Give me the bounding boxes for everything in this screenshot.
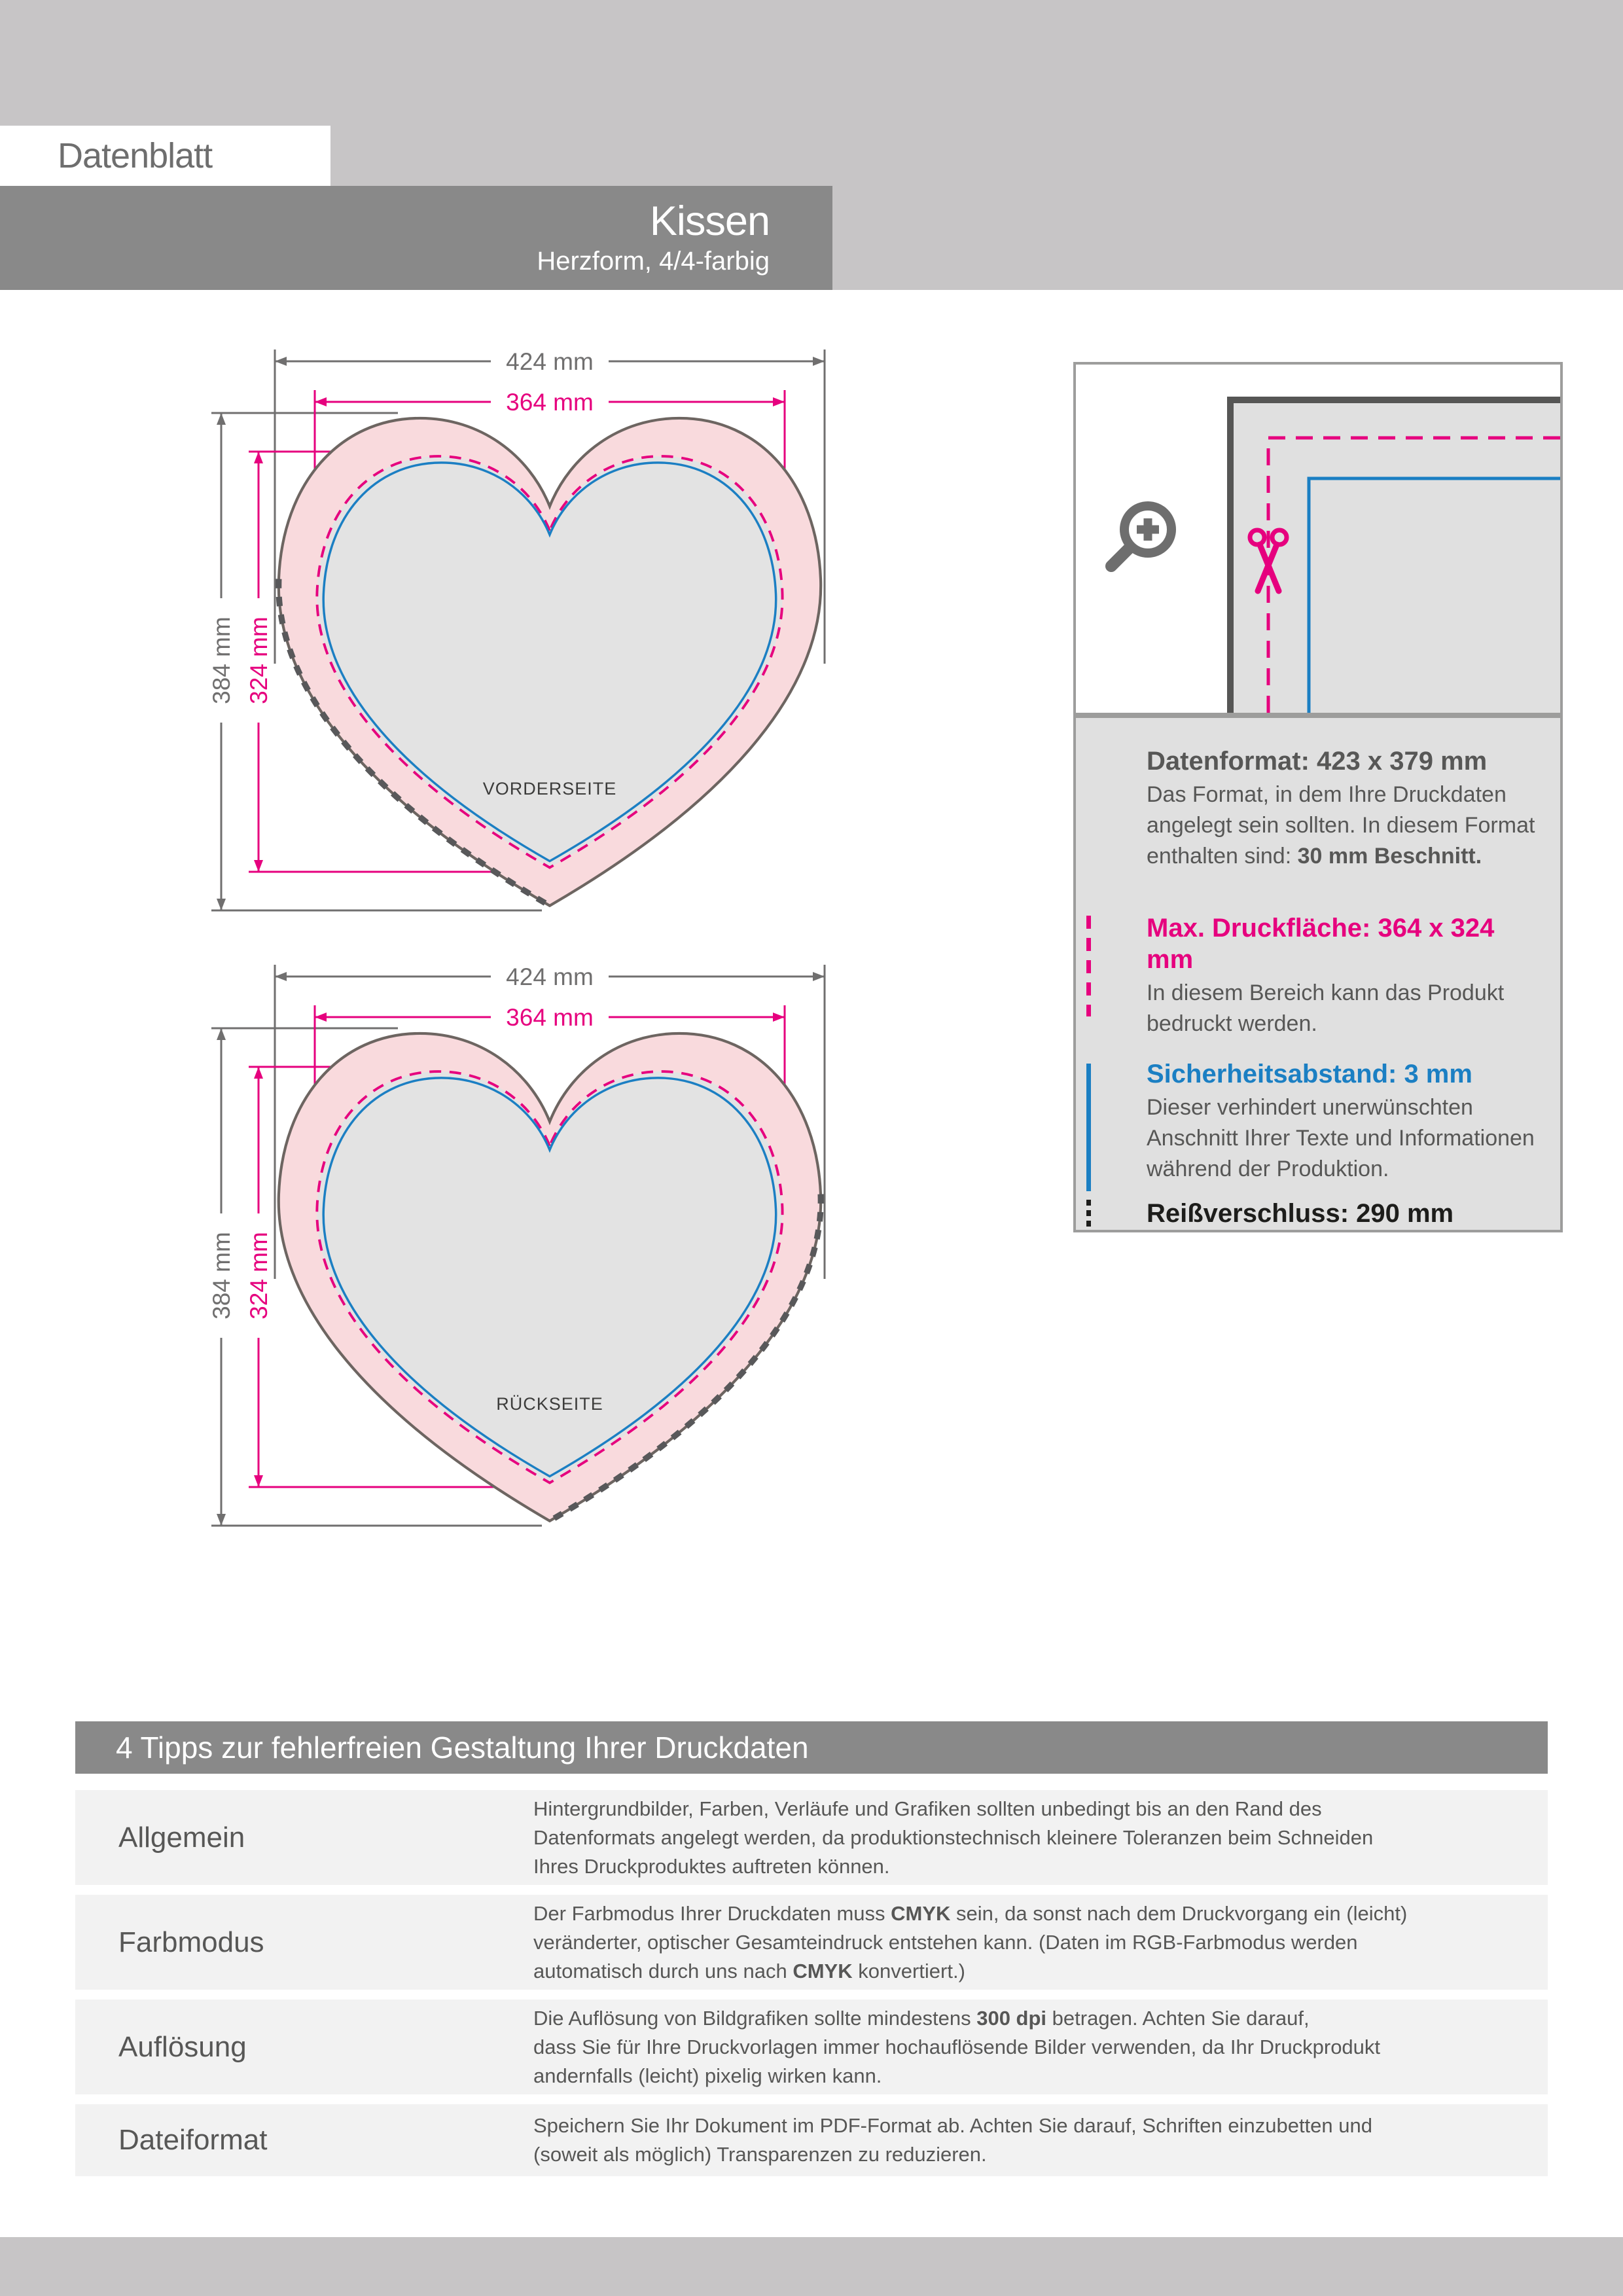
tip-label: Dateiformat [118,2124,268,2156]
dim-label-height-outer: 384 mm [208,1232,235,1319]
front-heart-drawing [182,336,836,929]
back-heart-drawing [182,952,836,1544]
zipper-dashed-marker [1086,1200,1091,1227]
doc-label-box [0,126,330,186]
tips-title: 4 Tipps zur fehlerfreien Gestaltung Ihrer Druckdaten [116,1731,809,1765]
front-diagram [182,336,836,929]
dim-label-width-outer: 424 mm [506,348,594,375]
legend-druckflaeche-title: Max. Druckfläche: 364 x 324 mm [1147,914,1495,974]
product-title: Kissen [649,198,770,244]
dim-label-width-inner: 364 mm [506,389,594,416]
legend-datenformat-title: Datenformat: 423 x 379 mm [1147,747,1488,776]
blue-solid-marker [1086,1064,1091,1191]
legend-druckflaeche [1147,912,1539,1039]
back-diagram [182,952,836,1544]
tip-row-farbmodus [75,1895,1548,1990]
legend-reissverschluss-title: Reißverschluss: 290 mm [1147,1199,1454,1228]
dim-label-width-inner: 364 mm [506,1004,594,1031]
legend-druckflaeche-body: In diesem Bereich kann das Produkt bedruckt werden. [1147,980,1505,1036]
doc-label: Datenblatt [58,136,213,175]
tip-label: Auflösung [118,2030,247,2063]
legend-datenformat [1147,745,1539,872]
side-label: RÜCKSEITE [496,1394,603,1414]
legend-reissverschluss [1147,1198,1539,1229]
tip-label: Farbmodus [118,1926,264,1958]
dim-label-height-inner: 324 mm [245,617,272,704]
legend-box [1073,715,1563,1232]
tip-label: Allgemein [118,1821,245,1854]
corner-detail-drawing [1076,365,1560,713]
tip-body: Speichern Sie Ihr Dokument im PDF-Format ab. Achten Sie darauf, Schriften einzubetten und (soweit als möglich) Transparenzen zu reduzieren. [533,2114,1372,2166]
tip-row-dateiformat [75,2104,1548,2176]
legend-sicherheitsabstand-body: Dieser verhindert unerwünschten Anschnitt Ihrer Texte und Informationen während der Produktion. [1147,1095,1535,1181]
legend-datenformat-body: Das Format, in dem Ihre Druckdaten angelegt sein sollten. In diesem Format enthalten sind: 30 mm Beschnitt. [1147,782,1535,869]
footer-band [0,2237,1623,2296]
product-title-bar [0,186,832,290]
dim-label-height-outer: 384 mm [208,617,235,704]
magnifier-plus-icon [1111,506,1171,566]
legend-sicherheitsabstand [1147,1058,1539,1185]
legend-sicherheitsabstand-title: Sicherheitsabstand: 3 mm [1147,1060,1472,1088]
tip-body: Hintergrundbilder, Farben, Verläufe und Grafiken sollten unbedingt bis an den Rand des Datenformats angelegt werden, da produktionstechnisch kleinere Toleranzen beim Schneiden Ihres Druckproduktes auftreten können. [533,1797,1374,1878]
magenta-dashed-marker [1086,916,1091,1016]
tip-body: Die Auflösung von Bildgrafiken sollte mindestens 300 dpi betragen. Achten Sie darauf, dass Sie für Ihre Druckvorlagen immer hochauflösende Bilder verwenden, da Ihr Druckprodukt andernfalls (leicht) pixelig wirken kann. [533,2006,1381,2087]
tip-row-allgemein [75,1790,1548,1885]
corner-detail-box [1073,362,1563,715]
side-label: VORDERSEITE [482,779,617,798]
tip-body: Der Farbmodus Ihrer Druckdaten muss CMYK sein, da sonst nach dem Druckvorgang ein (leicht) veränderter, optischer Gesamteindruck entstehen kann. (Daten im RGB-Farbmodus werden automatisch durch uns nach CMYK konvertiert.) [533,1901,1408,1982]
tip-row-aufloesung [75,2000,1548,2094]
dim-label-width-outer: 424 mm [506,963,594,990]
tips-header-bar [75,1721,1548,1774]
product-subtitle: Herzform, 4/4-farbig [537,246,770,276]
dim-label-height-inner: 324 mm [245,1232,272,1319]
